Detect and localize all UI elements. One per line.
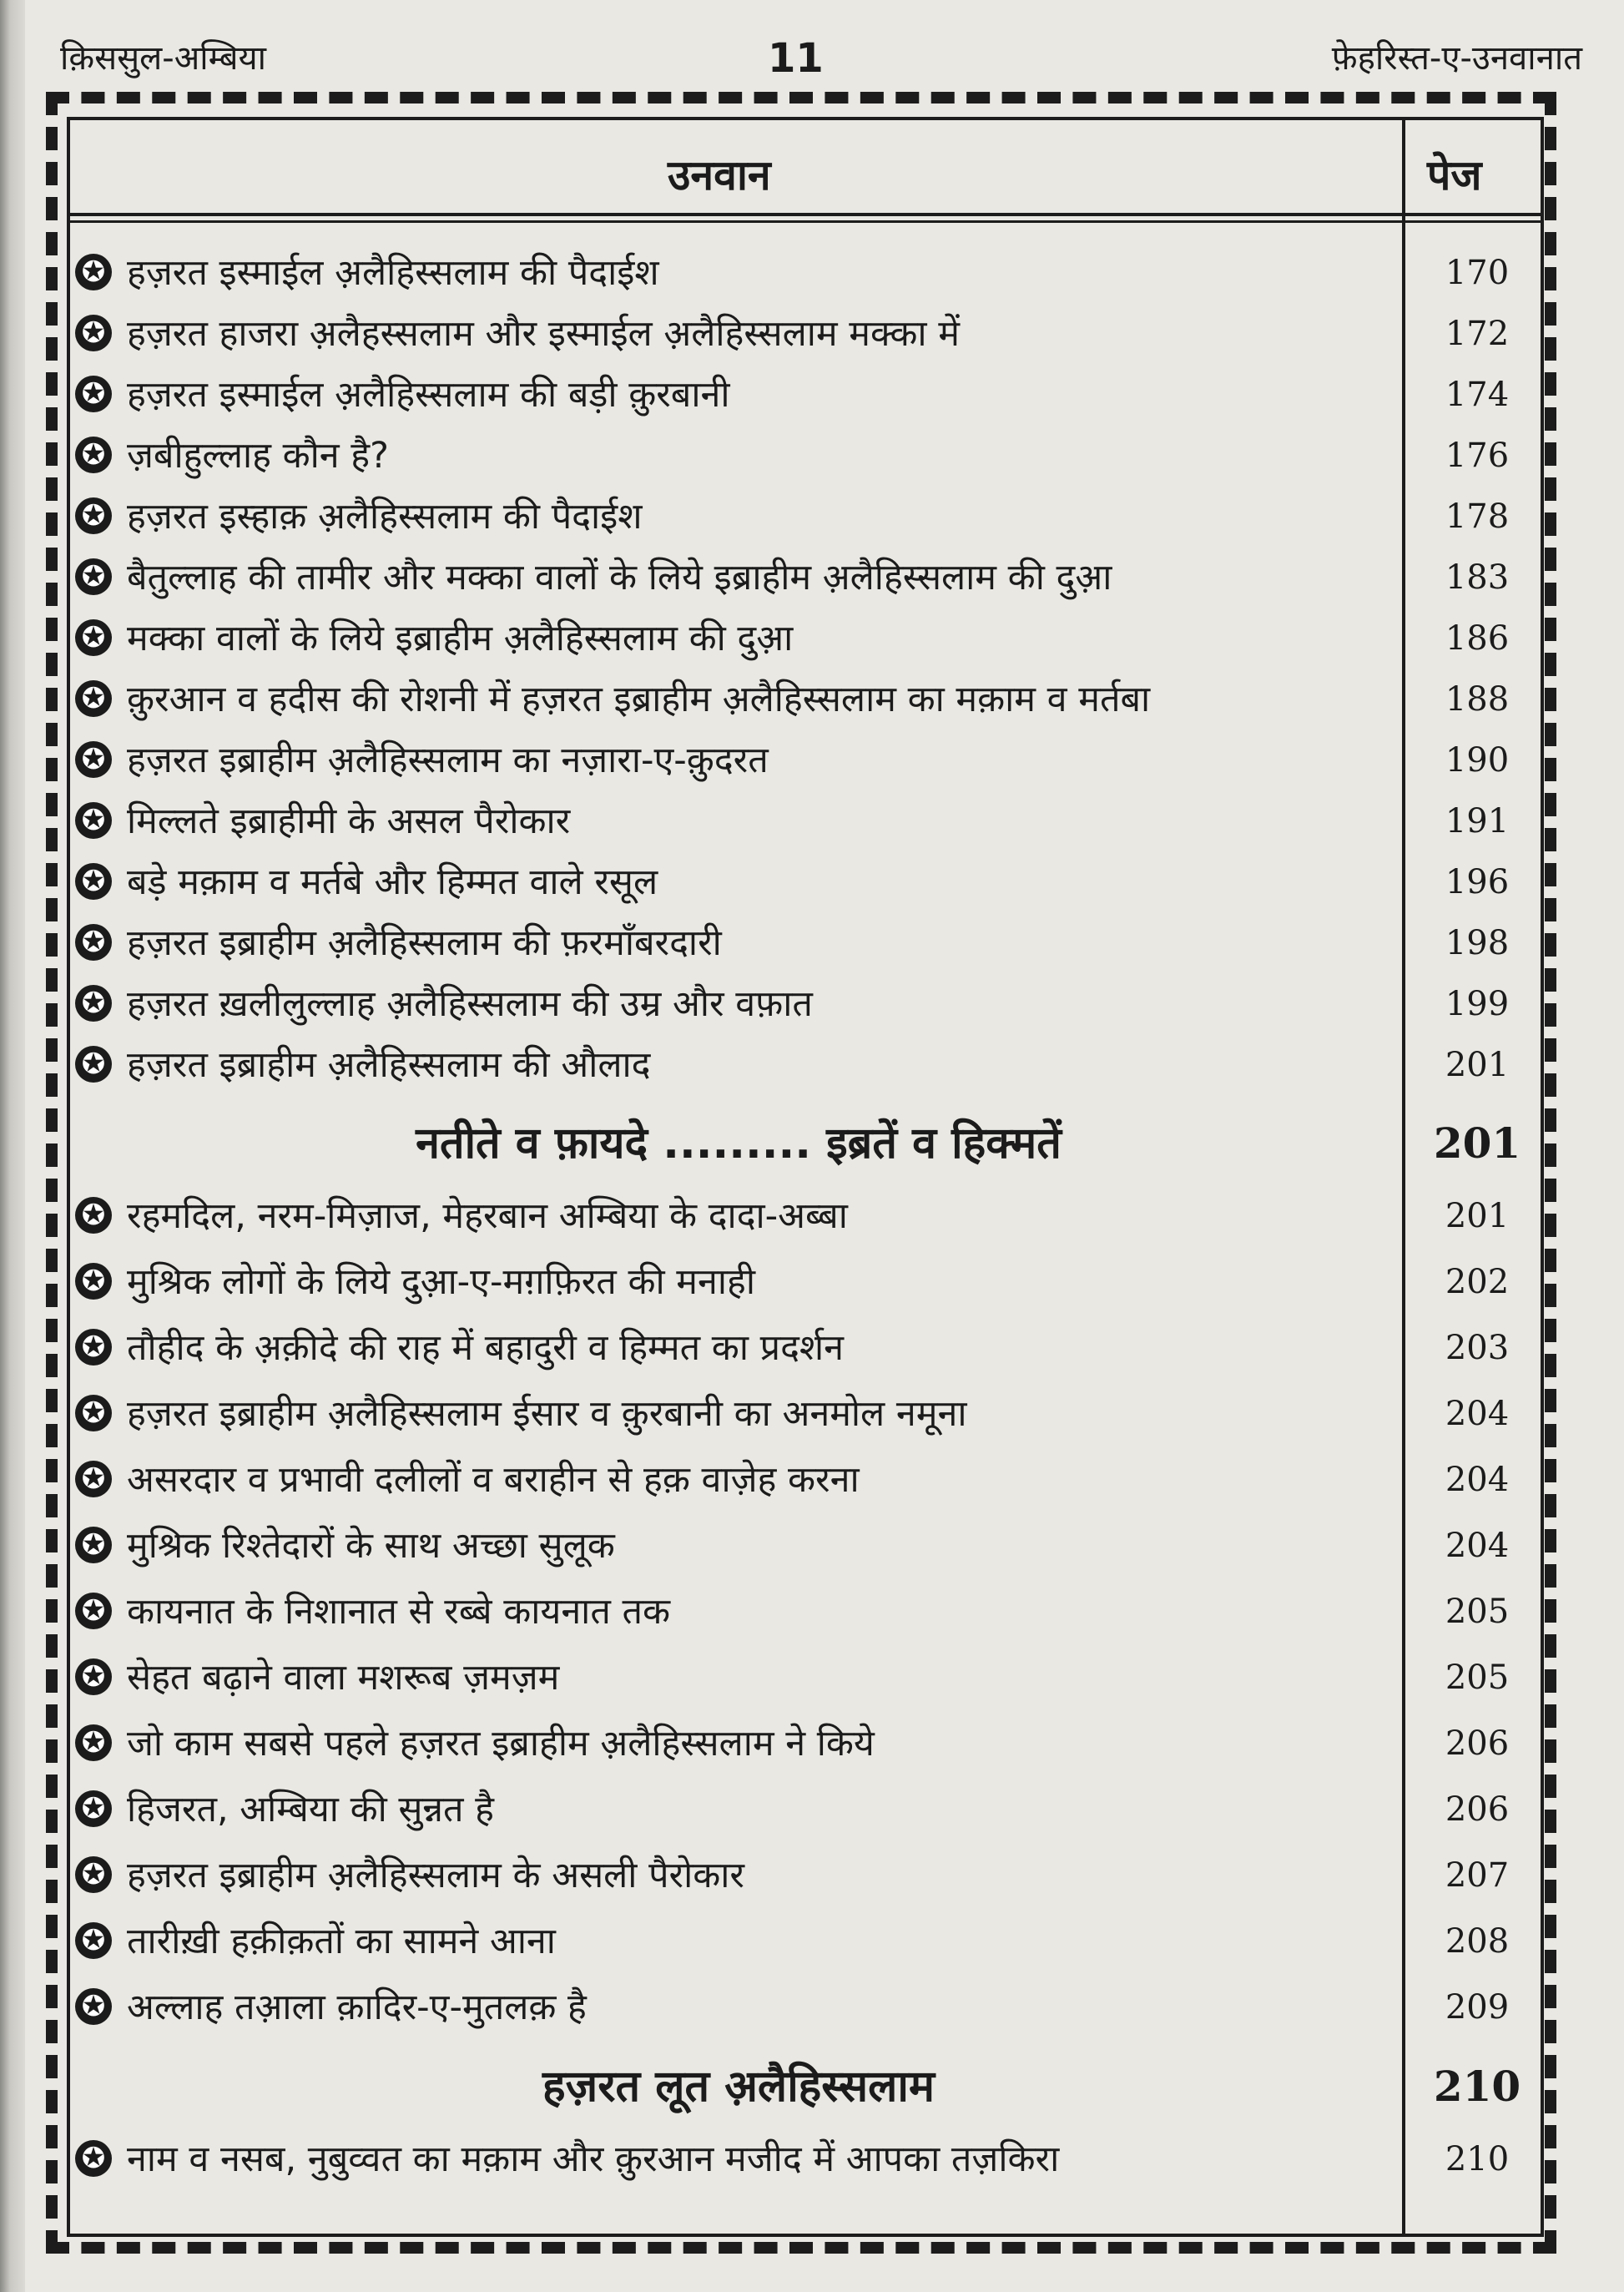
- toc-entry: [75, 1317, 1527, 1379]
- star-bullet-icon: ✪: [75, 437, 112, 473]
- star-bullet-icon: ✪: [75, 680, 112, 717]
- toc-entry: [75, 1976, 1527, 2038]
- section-heading-page: 201: [1433, 1118, 1521, 1168]
- column-header-page: पेज: [1427, 151, 1482, 199]
- section-heading: [75, 1106, 1527, 1181]
- toc-entry: [75, 730, 1527, 791]
- star-bullet-icon: ✪: [75, 1593, 112, 1629]
- entry-title: मुश्रिक रिश्तेदारों के साथ अच्छा सुलूक: [127, 1525, 615, 1567]
- entry-page: 191: [1445, 802, 1510, 841]
- star-bullet-icon: ✪: [75, 1658, 112, 1695]
- toc-entry: [75, 1383, 1527, 1445]
- star-bullet-icon: ✪: [75, 802, 112, 839]
- entry-page: 205: [1445, 1658, 1510, 1697]
- toc-entry: [75, 851, 1527, 913]
- entry-page: 186: [1445, 619, 1510, 658]
- entry-title: सेहत बढ़ाने वाला मशरूब ज़मज़म: [127, 1657, 560, 1699]
- entry-page: 201: [1445, 1046, 1510, 1084]
- entry-title: बड़े मक़ाम व मर्तबे और हिम्मत वाले रसूल: [127, 861, 658, 903]
- entry-title: कायनात के निशानात से रब्बे कायनात तक: [127, 1591, 671, 1633]
- toc-entry: [75, 669, 1527, 730]
- toc-entry: [75, 1185, 1527, 1247]
- entry-page: 210: [1445, 2140, 1510, 2178]
- entry-title: हज़रत ख़लीलुल्लाह अ़लैहिस्सलाम की उम्र और वफ़ात: [127, 983, 813, 1025]
- page-gutter-edge: [0, 0, 25, 2292]
- entry-title: हज़रत इब्राहीम अ़लैहिस्सलाम ईसार व क़ुरबानी का अनमोल नमूना: [127, 1393, 967, 1435]
- page-number: 11: [768, 35, 824, 82]
- toc-entry: [75, 364, 1527, 426]
- section-heading: [75, 2049, 1527, 2124]
- star-bullet-icon: ✪: [75, 1263, 112, 1300]
- entry-title: जो काम सबसे पहले हज़रत इब्राहीम अ़लैहिस्सलाम ने किये: [127, 1723, 875, 1764]
- entry-page: 170: [1445, 254, 1510, 292]
- entry-title: नाम व नसब, नुबुव्वत का मक़ाम और क़ुरआन मजीद में आपका तज़किरा: [127, 2138, 1060, 2180]
- section-title-header: फ़ेहरिस्त-ए-उनवानात: [1331, 39, 1582, 78]
- entry-page: 204: [1445, 1527, 1510, 1565]
- entry-page: 206: [1445, 1790, 1510, 1829]
- entry-page: 205: [1445, 1593, 1510, 1631]
- toc-entry: [75, 2128, 1527, 2190]
- star-bullet-icon: ✪: [75, 315, 112, 351]
- star-bullet-icon: ✪: [75, 1197, 112, 1234]
- toc-entry: [75, 425, 1527, 487]
- toc-entry: [75, 1034, 1527, 1096]
- entry-page: 183: [1445, 558, 1510, 597]
- entry-title: हज़रत इस्माईल अ़लैहिस्सलाम की पैदाईश: [127, 252, 659, 294]
- entry-page: 190: [1445, 741, 1510, 780]
- star-bullet-icon: ✪: [75, 558, 112, 595]
- star-bullet-icon: ✪: [75, 376, 112, 412]
- star-bullet-icon: ✪: [75, 924, 112, 961]
- section-heading-title: नतीते व फ़ायदे ......... इब्रतें व हिक्मतें: [416, 1118, 1062, 1169]
- entry-title: हिजरत, अम्बिया की सुन्नत है: [127, 1789, 494, 1830]
- toc-entry: [75, 790, 1527, 852]
- toc-entry: [75, 1581, 1527, 1643]
- entry-page: 203: [1445, 1329, 1510, 1367]
- toc-entry: [75, 1449, 1527, 1511]
- entry-title: हज़रत हाजरा अ़लैहस्सलाम और इस्माईल अ़लैहिस्सलाम मक्का में: [127, 313, 960, 355]
- toc-entry: [75, 608, 1527, 669]
- toc-entry: [75, 1713, 1527, 1775]
- star-bullet-icon: ✪: [75, 1790, 112, 1827]
- entry-page: 172: [1445, 315, 1510, 353]
- entry-page: 209: [1445, 1988, 1510, 2027]
- star-bullet-icon: ✪: [75, 1856, 112, 1893]
- toc-entry: [75, 912, 1527, 974]
- toc-entry: [75, 486, 1527, 548]
- entry-title: मिल्लते इब्राहीमी के असल पैरोकार: [127, 800, 571, 842]
- entry-page: 178: [1445, 497, 1510, 536]
- section-heading-page: 210: [1433, 2062, 1521, 2111]
- entry-title: मक्का वालों के लिये इब्राहीम अ़लैहिस्सलाम की दुआ़: [127, 618, 794, 659]
- entry-page: 204: [1445, 1461, 1510, 1499]
- star-bullet-icon: ✪: [75, 1395, 112, 1431]
- star-bullet-icon: ✪: [75, 1461, 112, 1497]
- star-bullet-icon: ✪: [75, 497, 112, 534]
- toc-entry: [75, 1647, 1527, 1709]
- entry-title: रहमदिल, नरम-मिज़ाज, मेहरबान अम्बिया के दादा-अब्बा: [127, 1195, 848, 1237]
- star-bullet-icon: ✪: [75, 1922, 112, 1959]
- star-bullet-icon: ✪: [75, 741, 112, 778]
- entry-title: हज़रत इब्राहीम अ़लैहिस्सलाम के असली पैरोकार: [127, 1855, 745, 1896]
- toc-entry: [75, 1779, 1527, 1840]
- star-bullet-icon: ✪: [75, 2140, 112, 2177]
- entry-page: 202: [1445, 1263, 1510, 1301]
- toc-entry: [75, 1251, 1527, 1313]
- star-bullet-icon: ✪: [75, 1329, 112, 1366]
- entry-page: 176: [1445, 437, 1510, 475]
- entry-page: 207: [1445, 1856, 1510, 1895]
- toc-entry: [75, 1911, 1527, 1972]
- toc-entry: [75, 547, 1527, 608]
- toc-entry: [75, 303, 1527, 365]
- entry-title: तौहीद के अ़क़ीदे की राह में बहादुरी व हिम्मत का प्रदर्शन: [127, 1327, 845, 1369]
- entry-title: तारीख़ी हक़ीक़तों का सामने आना: [127, 1921, 556, 1962]
- star-bullet-icon: ✪: [75, 985, 112, 1022]
- toc-entry: [75, 1515, 1527, 1577]
- star-bullet-icon: ✪: [75, 1046, 112, 1083]
- star-bullet-icon: ✪: [75, 1724, 112, 1761]
- entry-page: 206: [1445, 1724, 1510, 1763]
- entry-title: क़ुरआन व हदीस की रोशनी में हज़रत इब्राहीम अ़लैहिस्सलाम का मक़ाम व मर्तबा: [127, 679, 1151, 720]
- entry-title: हज़रत इस्हाक़ अ़लैहिस्सलाम की पैदाईश: [127, 496, 643, 538]
- entry-page: 196: [1445, 863, 1510, 901]
- star-bullet-icon: ✪: [75, 619, 112, 656]
- entry-title: हज़रत इब्राहीम अ़लैहिस्सलाम का नज़ारा-ए-क़ुदरत: [127, 740, 769, 781]
- toc-entry: [75, 1845, 1527, 1906]
- entry-page: 174: [1445, 376, 1510, 414]
- entry-page: 208: [1445, 1922, 1510, 1961]
- toc-entry: [75, 973, 1527, 1035]
- column-header-title: उनवान: [668, 151, 771, 199]
- entry-title: हज़रत इस्माईल अ़लैहिस्सलाम की बड़ी क़ुरबानी: [127, 374, 730, 416]
- entry-title: हज़रत इब्राहीम अ़लैहिस्सलाम की औलाद: [127, 1044, 651, 1086]
- entry-title: ज़बीहुल्लाह कौन है?: [127, 435, 389, 477]
- star-bullet-icon: ✪: [75, 254, 112, 290]
- star-bullet-icon: ✪: [75, 1527, 112, 1563]
- star-bullet-icon: ✪: [75, 863, 112, 900]
- entry-title: अल्लाह तआ़ला क़ादिर-ए-मुतलक़ है: [127, 1987, 587, 2028]
- entry-page: 199: [1445, 985, 1510, 1023]
- section-heading-title: हज़रत लूत अ़लैहिस्सलाम: [542, 2062, 935, 2112]
- entry-page: 201: [1445, 1197, 1510, 1235]
- entry-page: 188: [1445, 680, 1510, 719]
- entry-page: 204: [1445, 1395, 1510, 1433]
- star-bullet-icon: ✪: [75, 1988, 112, 2025]
- entry-title: मुश्रिक लोगों के लिये दुआ़-ए-मग़फ़िरत की मनाही: [127, 1261, 755, 1303]
- entry-page: 198: [1445, 924, 1510, 962]
- header-divider: [70, 213, 1541, 223]
- book-title-header: क़िससुल-अम्बिया: [60, 39, 267, 78]
- entry-title: हज़रत इब्राहीम अ़लैहिस्सलाम की फ़रमाँबरदारी: [127, 922, 722, 964]
- entry-title: असरदार व प्रभावी दलीलों व बराहीन से हक़ वाज़ेह करना: [127, 1459, 860, 1501]
- toc-entry: [75, 242, 1527, 304]
- entry-title: बैतुल्लाह की तामीर और मक्का वालों के लिये इब्राहीम अ़लैहिस्सलाम की दुआ़: [127, 557, 1112, 598]
